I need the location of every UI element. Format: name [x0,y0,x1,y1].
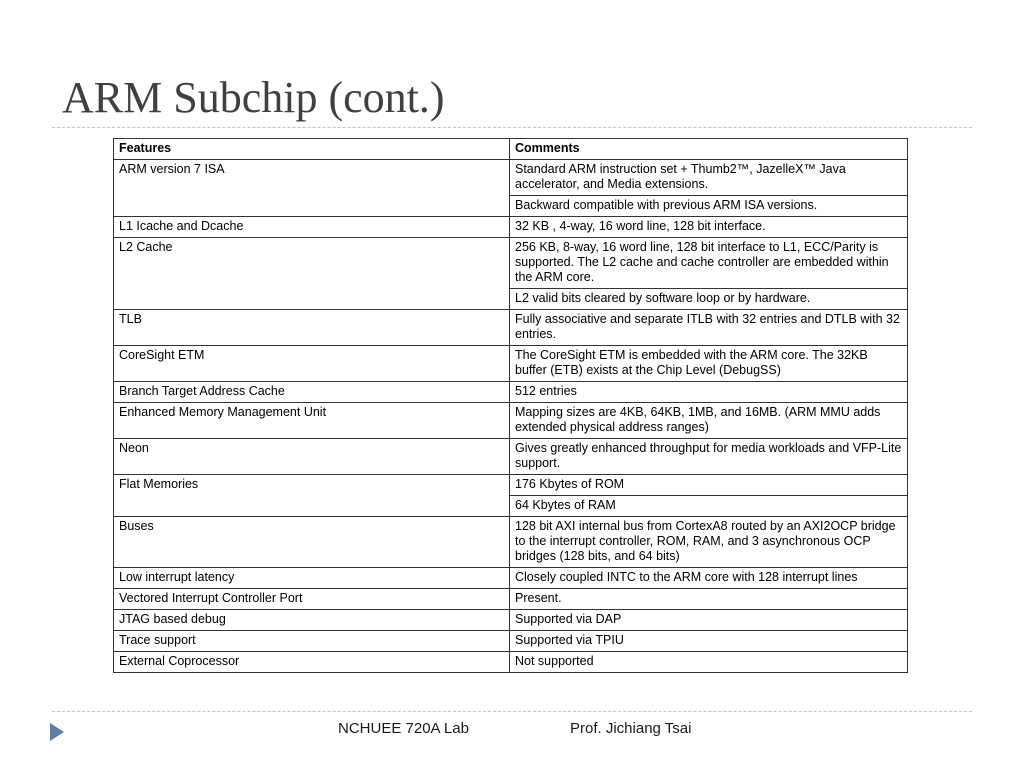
comment-cell: Fully associative and separate ITLB with 32 entries and DTLB with 32 entries. [510,310,908,346]
footer-lab: NCHUEE 720A Lab [338,720,469,737]
comment-cell: Supported via DAP [510,610,908,631]
feature-cell: Flat Memories [114,475,510,517]
comment-cell: Gives greatly enhanced throughput for media workloads and VFP-Lite support. [510,439,908,475]
table-row [114,403,908,439]
comment-cell: 32 KB , 4-way, 16 word line, 128 bit interface. [510,217,908,238]
feature-cell: Vectored Interrupt Controller Port [114,589,510,610]
feature-cell: JTAG based debug [114,610,510,631]
table-row [114,217,908,238]
header-comments: Comments [510,139,908,160]
comment-cell: Backward compatible with previous ARM ISA versions. [510,196,908,217]
comment-cell: The CoreSight ETM is embedded with the ARM core. The 32KB buffer (ETB) exists at the Chip Level (DebugSS) [510,346,908,382]
footer-professor: Prof. Jichiang Tsai [570,720,692,737]
table-row [114,238,908,289]
comment-cell: Present. [510,589,908,610]
table-row [114,346,908,382]
feature-cell: Buses [114,517,510,568]
table-row [114,517,908,568]
comment-cell: 64 Kbytes of RAM [510,496,908,517]
feature-cell: ARM version 7 ISA [114,160,510,217]
comment-cell: 176 Kbytes of ROM [510,475,908,496]
feature-cell: L1 Icache and Dcache [114,217,510,238]
slide-title: ARM Subchip (cont.) [62,73,445,122]
comment-cell: Standard ARM instruction set + Thumb2™, JazelleX™ Java accelerator, and Media extensions. [510,160,908,196]
table-header-row [114,139,908,160]
comment-cell: 512 entries [510,382,908,403]
table-row [114,652,908,673]
comment-cell: 128 bit AXI internal bus from CortexA8 routed by an AXI2OCP bridge to the interrupt controller, ROM, RAM, and 3 asynchronous OCP bridges (128 bits, and 64 bits) [510,517,908,568]
footer-divider [52,711,972,712]
feature-cell: External Coprocessor [114,652,510,673]
table-row [114,160,908,196]
title-divider [52,127,972,128]
table-row [114,439,908,475]
feature-cell: TLB [114,310,510,346]
feature-cell: Low interrupt latency [114,568,510,589]
comment-cell: Closely coupled INTC to the ARM core with 128 interrupt lines [510,568,908,589]
comment-cell: Supported via TPIU [510,631,908,652]
comment-cell: L2 valid bits cleared by software loop or by hardware. [510,289,908,310]
table-row [114,589,908,610]
triangle-right-icon [50,723,64,741]
feature-cell: Enhanced Memory Management Unit [114,403,510,439]
table-row [114,382,908,403]
table-row [114,631,908,652]
comment-cell: Mapping sizes are 4KB, 64KB, 1MB, and 16MB. (ARM MMU adds extended physical address ranges) [510,403,908,439]
table-row [114,310,908,346]
feature-cell: L2 Cache [114,238,510,310]
comment-cell: Not supported [510,652,908,673]
comment-cell: 256 KB, 8-way, 16 word line, 128 bit interface to L1, ECC/Parity is supported. The L2 cache and cache controller are embedded within the ARM core. [510,238,908,289]
table-row [114,475,908,496]
table-row [114,568,908,589]
feature-cell: Neon [114,439,510,475]
header-features: Features [114,139,510,160]
table-body [114,160,908,673]
table-row [114,610,908,631]
feature-cell: Trace support [114,631,510,652]
feature-cell: CoreSight ETM [114,346,510,382]
features-table [113,138,908,673]
feature-cell: Branch Target Address Cache [114,382,510,403]
